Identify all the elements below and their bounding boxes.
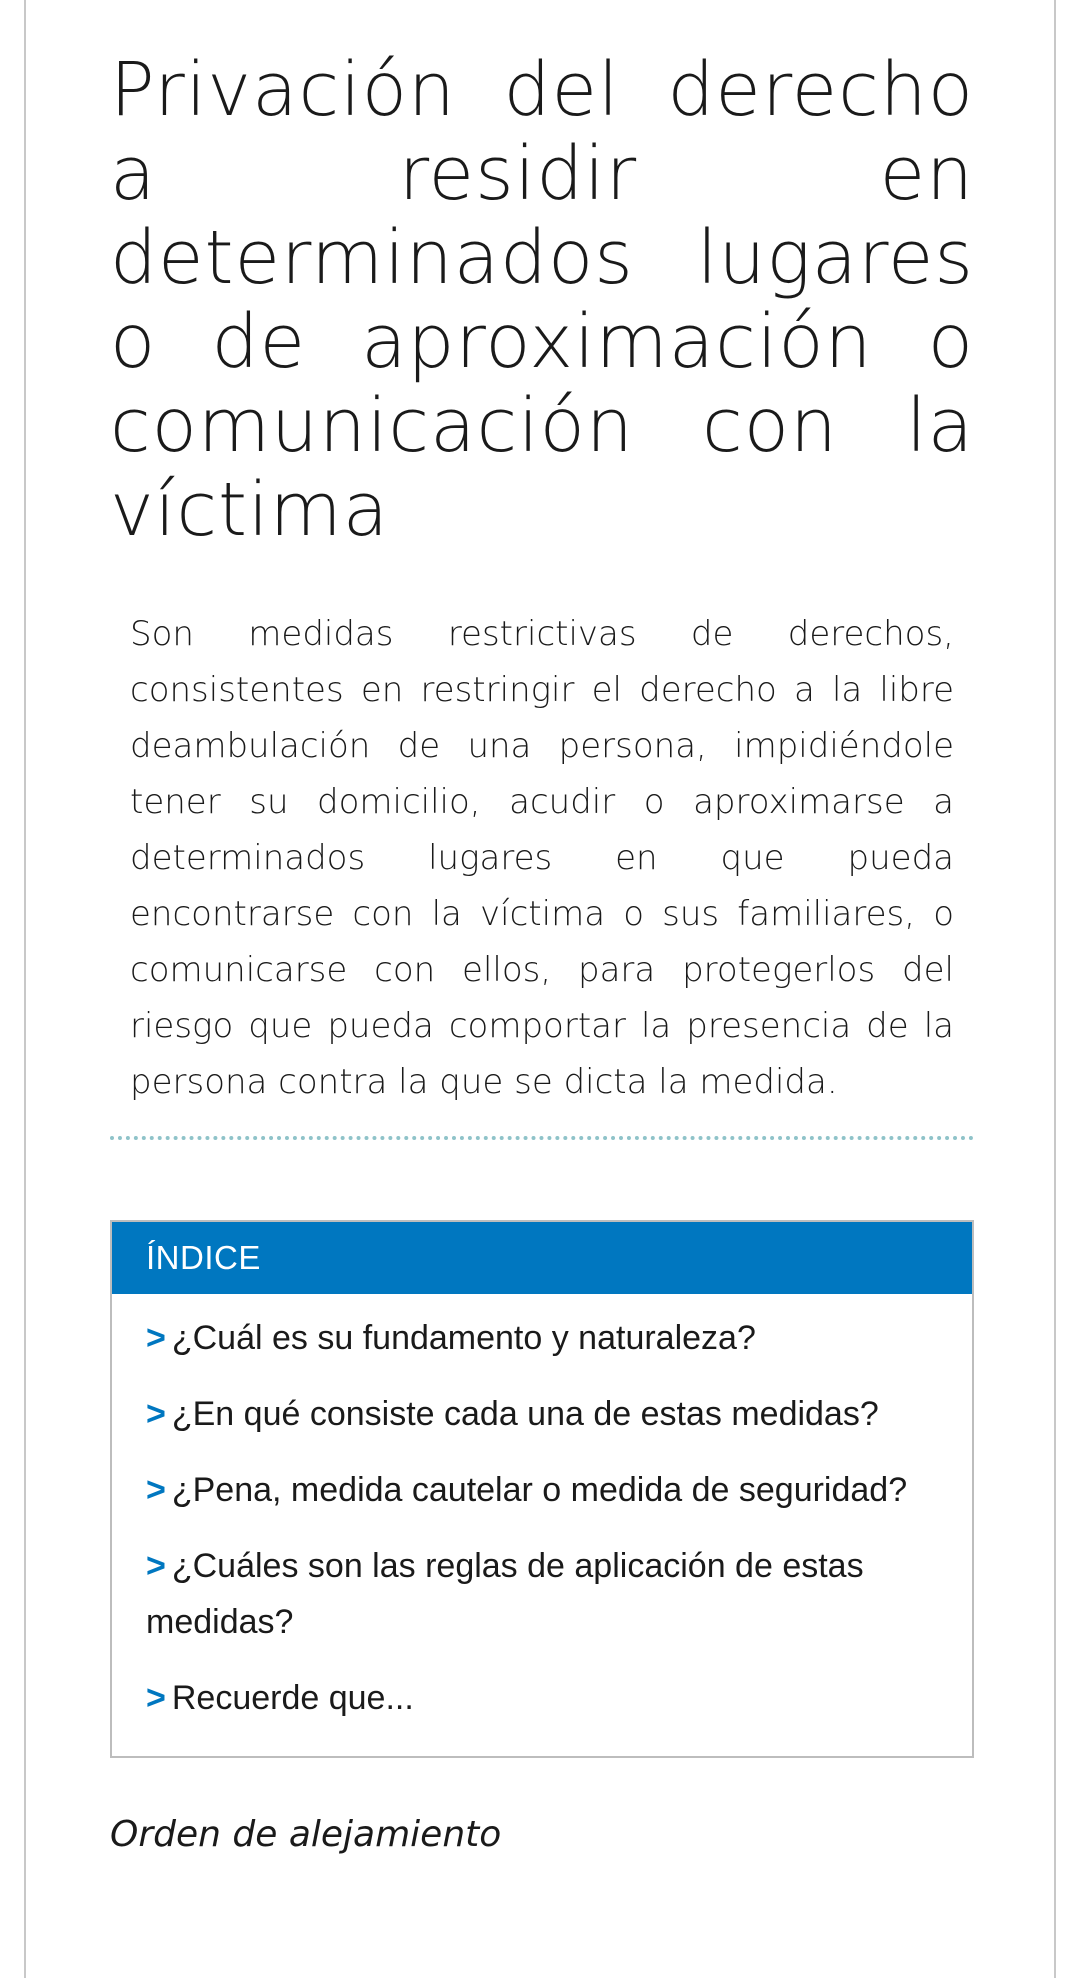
index-item-label: ¿Pena, medida cautelar o medida de seguridad? (171, 1471, 908, 1509)
index-item-pena[interactable] (146, 1462, 932, 1518)
chevron-right-icon: > (146, 1547, 166, 1585)
page-container (24, 0, 1056, 1978)
index-header-label: ÍNDICE (146, 1239, 261, 1276)
article-intro: Son medidas restrictivas de derechos, consistentes en restringir el derecho a la libre deambulación de una persona, impidiéndole tener su domicilio, acudir o aproximarse a determinados lugares en que pueda encontrarse con la víctima o sus familiares, o comunicarse con ellos, para protegerlos del riesgo que pueda comportar la presencia de la persona contra la que se dicta la medida. (130, 614, 954, 1102)
index-header (112, 1222, 972, 1294)
index-item-reglas[interactable] (146, 1538, 932, 1650)
index-box (110, 1220, 974, 1758)
index-item-recuerde[interactable] (146, 1670, 932, 1726)
index-item-label: Recuerde que... (171, 1679, 414, 1717)
index-list (112, 1294, 972, 1756)
index-item-fundamento[interactable] (146, 1310, 932, 1366)
related-link-orden-alejamiento[interactable]: Orden de alejamiento (110, 1814, 502, 1855)
chevron-right-icon: > (146, 1471, 166, 1509)
article-content (110, 48, 974, 1860)
index-item-label: ¿Cuál es su fundamento y naturaleza? (171, 1319, 756, 1357)
dotted-divider (110, 1136, 974, 1140)
index-item-label: ¿En qué consiste cada una de estas medidas? (171, 1395, 879, 1433)
index-item-consiste[interactable] (146, 1386, 932, 1442)
index-item-label: ¿Cuáles son las reglas de aplicación de estas medidas? (146, 1547, 864, 1641)
chevron-right-icon: > (146, 1319, 166, 1357)
page-title: Privación del derecho a residir en determinados lugares o de aproximación o comunicación con la víctima (110, 47, 974, 553)
chevron-right-icon: > (146, 1395, 166, 1433)
chevron-right-icon: > (146, 1679, 166, 1717)
